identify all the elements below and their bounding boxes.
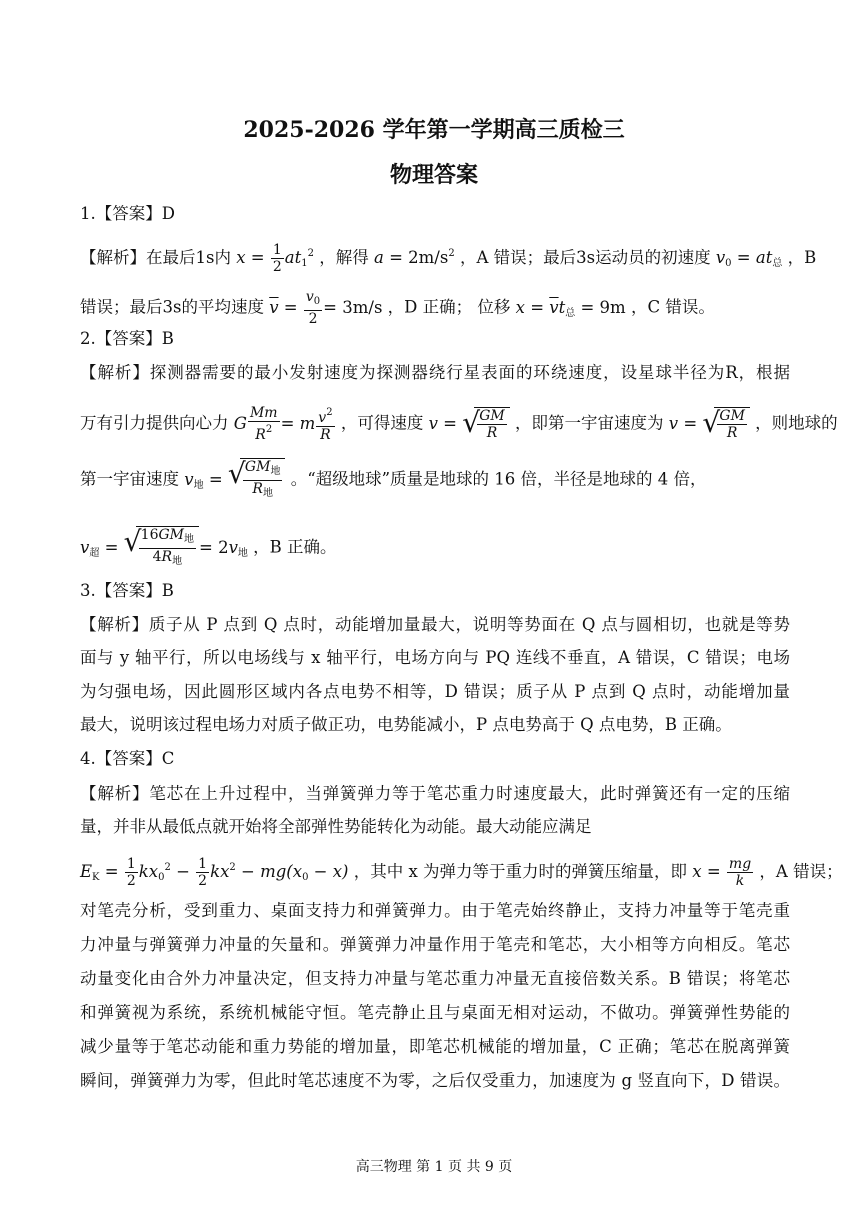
q4-analysis-line-9: 瞬间，弹簧弹力为零，但此时笔芯速度不为零，之后仅受重力，加速度为 g 竖直向下，D 错误。 (80, 1071, 790, 1090)
q1-formula-v0: $v_0 = at_总$ (715, 248, 783, 269)
q4-formula-ek: $E_K$ = $\frac{1}{2}$ $kx_0^2$ − $\frac{1}{2}$ $kx^2 - mg(x_0 - x)$ (80, 856, 349, 889)
q2-formula-v: v = √ $\frac{GM}{R}$ (429, 414, 510, 433)
q2-formula-v1: v = √ $\frac{GM}{R}$ (669, 414, 750, 433)
page-subtitle: 物理答案 (389, 162, 478, 188)
q2-analysis-line-3: 第一宇宙速度 $v_地$ = √ $\frac{GM_地}{R_地}$ 。“超级地球”质量是地球的 16 倍，半径是地球的 4 倍， (80, 458, 790, 502)
q1-analysis-line-2: 错误；最后3s的平均速度 $\overline{v}$ = $\frac{v_0}{2}$ = 3m/s ，D 正确； 位移 $x = \overline{v}t_总 = 9m$ ，C 错误。 (80, 289, 715, 327)
q4-analysis-line-2: 量，并非从最低点就开始将全部弹性势能转化为动能。最大动能应满足 (80, 817, 592, 836)
q2-formula-v-super: $v_超$ = √ $\frac{16GM_地}{4R_地}$ = $2v_地$ (80, 538, 248, 557)
page-footer: 高三物理 第 1 页 共 9 页 (355, 1159, 513, 1175)
q4-analysis-line-4: 对笔壳分析，受到重力、桌面支持力和弹簧弹力。由于笔壳始终静止，支持力冲量等于笔壳重 (80, 901, 790, 920)
q2-analysis-line-4: $v_超$ = √ $\frac{16GM_地}{4R_地}$ = $2v_地$ ，B 正确。 (80, 526, 790, 570)
q3-analysis-line-2: 面与 y 轴平行，所以电场线与 x 轴平行，电场方向与 PQ 连线不垂直，A 错误，C 错误；电场 (80, 648, 790, 667)
q2-formula-gravity: G $\frac{Mm}{R^2}$ = m $\frac{v^2}{R}$ (233, 405, 333, 443)
q1-formula-vavg: $\overline{v}$ = $\frac{v_0}{2}$ = 3m/s (269, 289, 383, 327)
q4-analysis-line-7: 和弹簧视为系统，系统机械能守恒。笔壳静止且与桌面无相对运动，不做功。弹簧弹性势能的 (80, 1003, 790, 1022)
q1-answer: 1.【答案】D (80, 204, 175, 223)
q4-formula-x: x = $\frac{mg}{k}$ (692, 856, 752, 889)
q4-analysis-line-8: 减少量等于笔芯动能和重力势能的增加量，即笔芯机械能的增加量，C 正确；笔芯在脱离弹簧 (80, 1037, 790, 1056)
q2-analysis-line-2: 万有引力提供向心力 G $\frac{Mm}{R^2}$ = m $\frac{v^2}{R}$ ，可得速度 v = √ $\frac{GM}{R}$ ，即第一宇宙速度为 v = √ $\frac{GM}{R}$ ，则地球的 (80, 405, 838, 443)
q1-analysis-line-1: 【解析】在最后1s内 x = $\frac{1}{2}$ $at_1^2$ ，解得 $a = 2m/s^2$ ，A 错误；最后3s运动员的初速度 $v_0 = at_总$ ，B (80, 242, 817, 275)
q1-formula-a: $a = 2m/s^2$ (373, 248, 455, 267)
q1-formula-x: x = $\frac{1}{2}$ $at_1^2$ (236, 242, 314, 275)
q3-answer: 3.【答案】B (80, 581, 174, 600)
q2-answer: 2.【答案】B (80, 329, 174, 348)
q4-analysis-line-6: 动量变化由合外力冲量决定，但支持力冲量与笔芯重力冲量无直接倍数关系。B 错误；将笔芯 (80, 969, 790, 988)
q3-analysis-line-3: 为匀强电场，因此圆形区域内各点电势不相等，D 错误；质子从 P 点到 Q 点时，动能增加量 (80, 682, 790, 701)
q3-analysis-line-1: 【解析】质子从 P 点到 Q 点时，动能增加量最大，说明等势面在 Q 点与圆相切，也就是等势 (80, 615, 790, 634)
q4-answer: 4.【答案】C (80, 749, 175, 768)
q4-analysis-line-1: 【解析】笔芯在上升过程中，当弹簧弹力等于笔芯重力时速度最大，此时弹簧还有一定的压缩 (80, 784, 790, 803)
q2-formula-v-earth: $v_地$ = √ $\frac{GM_地}{R_地}$ (184, 470, 285, 489)
page-title: 2025-2026 学年第一学期高三质检三 (243, 117, 625, 143)
q4-analysis-line-3: $E_K$ = $\frac{1}{2}$ $kx_0^2$ − $\frac{1}{2}$ $kx^2 - mg(x_0 - x)$ ，其中 x 为弹力等于重力时的弹簧压缩量，即 x = $\frac{mg}{k}$ ，A 错误； (80, 856, 843, 889)
q1-formula-disp: $x = \overline{v}t_总 = 9m$ (515, 297, 626, 319)
q4-analysis-line-5: 力冲量与弹簧弹力冲量的矢量和。弹簧弹力冲量作用于笔壳和笔芯，大小相等方向相反。笔芯 (80, 935, 790, 954)
q3-analysis-line-4: 最大，说明该过程电场力对质子做正功，电势能减小，P 点电势高于 Q 点电势，B 正确。 (80, 715, 732, 734)
q2-analysis-line-1: 【解析】探测器需要的最小发射速度为探测器绕行星表面的环绕速度，设星球半径为R，根据 (80, 363, 790, 382)
